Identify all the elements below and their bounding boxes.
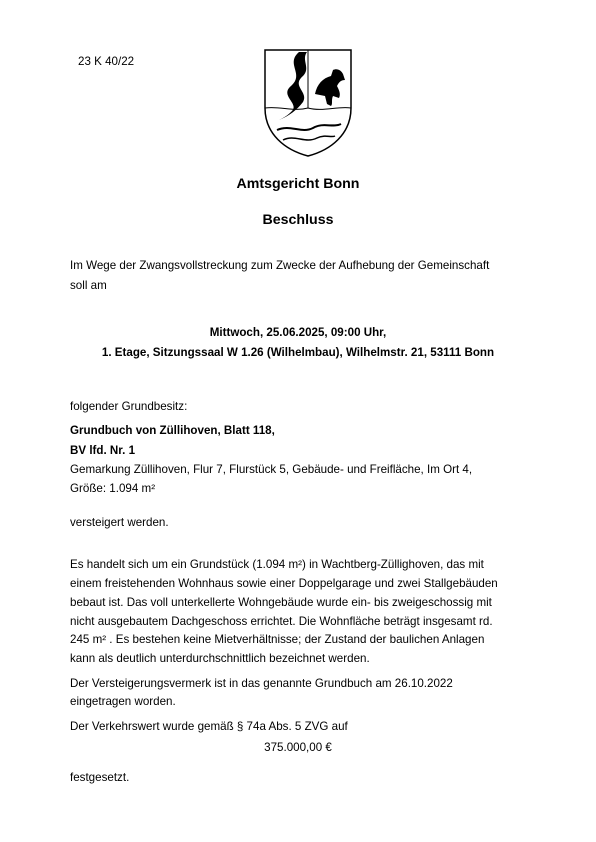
versteigert-line: versteigert werden.	[70, 516, 169, 529]
auction-date: Mittwoch, 25.06.2025, 09:00 Uhr,	[209, 326, 387, 339]
gemarkung-line-2: Größe: 1.094 m²	[70, 482, 156, 495]
property-intro: folgender Grundbesitz:	[70, 400, 188, 413]
description-line-1: Es handelt sich um ein Grundstück (1.094 m²) in Wachtberg-Züllighoven, das mit	[70, 558, 484, 571]
description-line-6: kann als deutlich unterdurchschnittlich bezeichnet werden.	[70, 652, 370, 665]
vermerk-line-1: Der Versteigerungsvermerk ist in das genannte Grundbuch am 26.10.2022	[70, 677, 453, 690]
auction-location: 1. Etage, Sitzungssaal W 1.26 (Wilhelmbau), Wilhelmstr. 21, 53111 Bonn	[101, 346, 495, 359]
description-line-5: 245 m² . Es bestehen keine Mietverhältnisse; der Zustand der baulichen Anlagen	[70, 633, 485, 646]
court-name: Amtsgericht Bonn	[236, 176, 360, 192]
description-line-3: bebaut ist. Das voll unterkellerte Wohngebäude wurde ein- bis zweigeschossig mit	[70, 596, 492, 609]
document-title: Beschluss	[262, 212, 334, 228]
verkehrswert-intro: Der Verkehrswert wurde gemäß § 74a Abs. 5 ZVG auf	[70, 720, 348, 733]
verkehrswert-amount: 375.000,00 €	[264, 741, 332, 754]
gemarkung-line-1: Gemarkung Züllihoven, Flur 7, Flurstück 5, Gebäude- und Freifläche, Im Ort 4,	[70, 463, 473, 476]
grundbuch-entry: Grundbuch von Züllihoven, Blatt 118,	[70, 424, 275, 437]
case-number: 23 K 40/22	[78, 55, 135, 68]
festgesetzt-line: festgesetzt.	[70, 771, 130, 784]
coat-of-arms	[261, 46, 355, 158]
description-line-4: nicht ausgebautem Dachgeschoss errichtet. Die Wohnfläche beträgt insgesamt rd.	[70, 615, 493, 628]
intro-line-2: soll am	[70, 279, 107, 292]
vermerk-line-2: eingetragen worden.	[70, 695, 176, 708]
intro-line-1: Im Wege der Zwangsvollstreckung zum Zwecke der Aufhebung der Gemeinschaft	[70, 259, 490, 272]
bv-number: BV lfd. Nr. 1	[70, 444, 136, 457]
description-line-2: einem freistehenden Wohnhaus sowie einer Doppelgarage und zwei Stallgebäuden	[70, 577, 498, 590]
